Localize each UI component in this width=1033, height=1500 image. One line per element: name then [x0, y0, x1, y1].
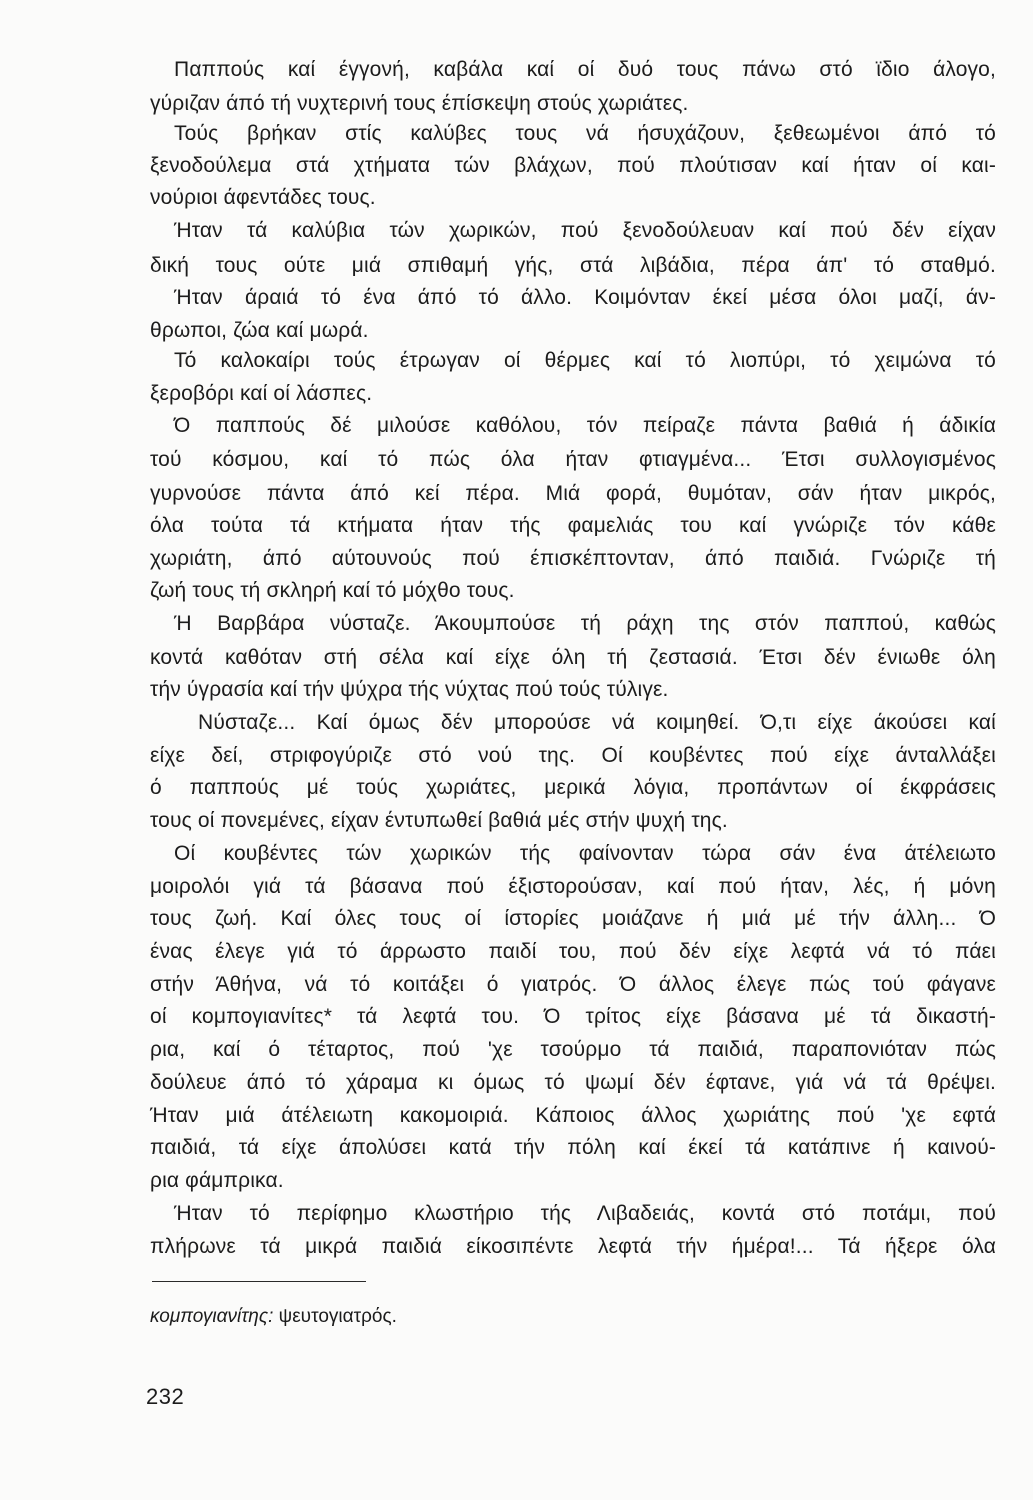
footnote-term: κομπογιανίτης: [150, 1306, 274, 1327]
text-line: δούλευε άπό τό χάραμα κι όμως τό ψωμί δέν έφτανε, γιά νά τά θρέψει. [150, 1071, 996, 1094]
text-line: ρια, καί ό τέταρτος, πού 'χε τσούρμο τά παιδιά, παραπονιόταν πώς [150, 1038, 996, 1061]
footnote [150, 1302, 397, 1332]
text-line: Ήταν μιά άτέλειωτη κακομοιριά. Κάποιος άλλος χωριάτης πού 'χε εφτά [150, 1104, 996, 1127]
text-line: τους οί πονεμένες, είχαν έντυπωθεί βαθιά μές στήν ψυχή της. [150, 809, 728, 832]
footnote-definition: ψευτογιατρός. [278, 1306, 397, 1327]
text-line: Ήταν τά καλύβια τών χωρικών, πού ξενοδούλευαν καί πού δέν είχαν [174, 219, 996, 242]
text-line: Ή Βαρβάρα νύσταζε. Άκουμπούσε τή ράχη της στόν παππού, καθώς [174, 612, 996, 635]
text-line: γυρνούσε πάντα άπό κεί πέρα. Μιά φορά, θυμόταν, σάν ήταν μικρός, [150, 482, 996, 505]
text-line: Τούς βρήκαν στίς καλύβες τους νά ήσυχάζουν, ξεθεωμένοι άπό τό [174, 122, 996, 145]
text-line: οί κομπογιανίτες* τά λεφτά του. Ό τρίτος είχε βάσανα μέ τά δικαστή- [150, 1005, 996, 1028]
text-line: ένας έλεγε γιά τό άρρωστο παιδί του, πού δέν είχε λεφτά νά τό πάει [150, 940, 996, 963]
text-line: Ήταν τό περίφημο κλωστήριο τής Λιβαδειάς, κοντά στό ποτάμι, πού [174, 1202, 996, 1225]
text-line: όλα τούτα τά κτήματα ήταν τής φαμελιάς του καί γνώριζε τόν κάθε [150, 514, 996, 537]
text-line: είχε δεί, στριφογύριζε στό νού της. Οί κουβέντες πού είχε άνταλλάξει [150, 744, 996, 767]
page-number: 232 [146, 1384, 185, 1409]
text-line: γύριζαν άπό τή νυχτερινή τους έπίσκεψη στούς χωριάτες. [150, 92, 689, 115]
text-line: παιδιά, τά είχε άπολύσει κατά τήν πόλη καί έκεί τά κατάπινε ή καινού- [150, 1136, 996, 1159]
text-line: δική τους ούτε μιά σπιθαμή γής, στά λιβάδια, πέρα άπ' τό σταθμό. [150, 254, 996, 277]
text-line: Ήταν άραιά τό ένα άπό τό άλλο. Κοιμόνταν έκεί μέσα όλοι μαζί, άν- [174, 286, 996, 309]
text-line: ρια φάμπρικα. [150, 1169, 284, 1192]
text-line: πλήρωνε τά μικρά παιδιά είκοσιπέντε λεφτά τήν ήμέρα!... Τά ήξερε όλα [150, 1235, 996, 1258]
text-line: Νύσταζε... Καί όμως δέν μπορούσε νά κοιμηθεί. Ό,τι είχε άκούσει καί [198, 711, 996, 734]
text-line: ό παππούς μέ τούς χωριάτες, μερικά λόγια, προπάντων οί έκφράσεις [150, 776, 996, 799]
text-line: Ό παππούς δέ μιλούσε καθόλου, τόν πείραζε πάντα βαθιά ή άδικία [174, 414, 996, 437]
text-line: ζωή τους τή σκληρή καί τό μόχθο τους. [150, 579, 515, 602]
footnote-divider [152, 1281, 366, 1282]
text-line: Τό καλοκαίρι τούς έτρωγαν οί θέρμες καί τό λιοπύρι, τό χειμώνα τό [174, 349, 996, 372]
text-line: χωριάτη, άπό αύτουνούς πού έπισκέπτονταν, άπό παιδιά. Γνώριζε τή [150, 547, 996, 570]
text-line: κοντά καθόταν στή σέλα καί είχε όλη τή ζεστασιά. Έτσι δέν ένιωθε όλη [150, 646, 996, 669]
text-line: Οί κουβέντες τών χωρικών τής φαίνονταν τώρα σάν ένα άτέλειωτο [174, 842, 996, 865]
text-line: στήν Άθήνα, νά τό κοιτάξει ό γιατρός. Ό άλλος έλεγε πώς τού φάγανε [150, 973, 996, 996]
text-line: μοιρολόι γιά τά βάσανα πού έξιστορούσαν, καί πού ήταν, λές, ή μόνη [150, 875, 996, 898]
text-line: τού κόσμου, καί τό πώς όλα ήταν φτιαγμένα... Έτσι συλλογισμένος [150, 448, 996, 471]
text-line: νούριοι άφεντάδες τους. [150, 186, 376, 209]
text-line: ξεροβόρι καί οί λάσπες. [150, 382, 373, 405]
text-line: ξενοδούλεμα στά χτήματα τών βλάχων, πού πλούτισαν καί ήταν οί και- [150, 154, 996, 177]
text-line: θρωποι, ζώα καί μωρά. [150, 319, 369, 342]
text-line: τους ζωή. Καί όλες τους οί ίστορίες μοιάζανε ή μιά μέ τήν άλλη... Ό [150, 907, 996, 930]
text-line: τήν ύγρασία καί τήν ψύχρα τής νύχτας πού τούς τύλιγε. [150, 678, 669, 701]
text-line: Παππούς καί έγγονή, καβάλα καί οί δυό τους πάνω στό ϊδιο άλογο, [174, 58, 996, 81]
